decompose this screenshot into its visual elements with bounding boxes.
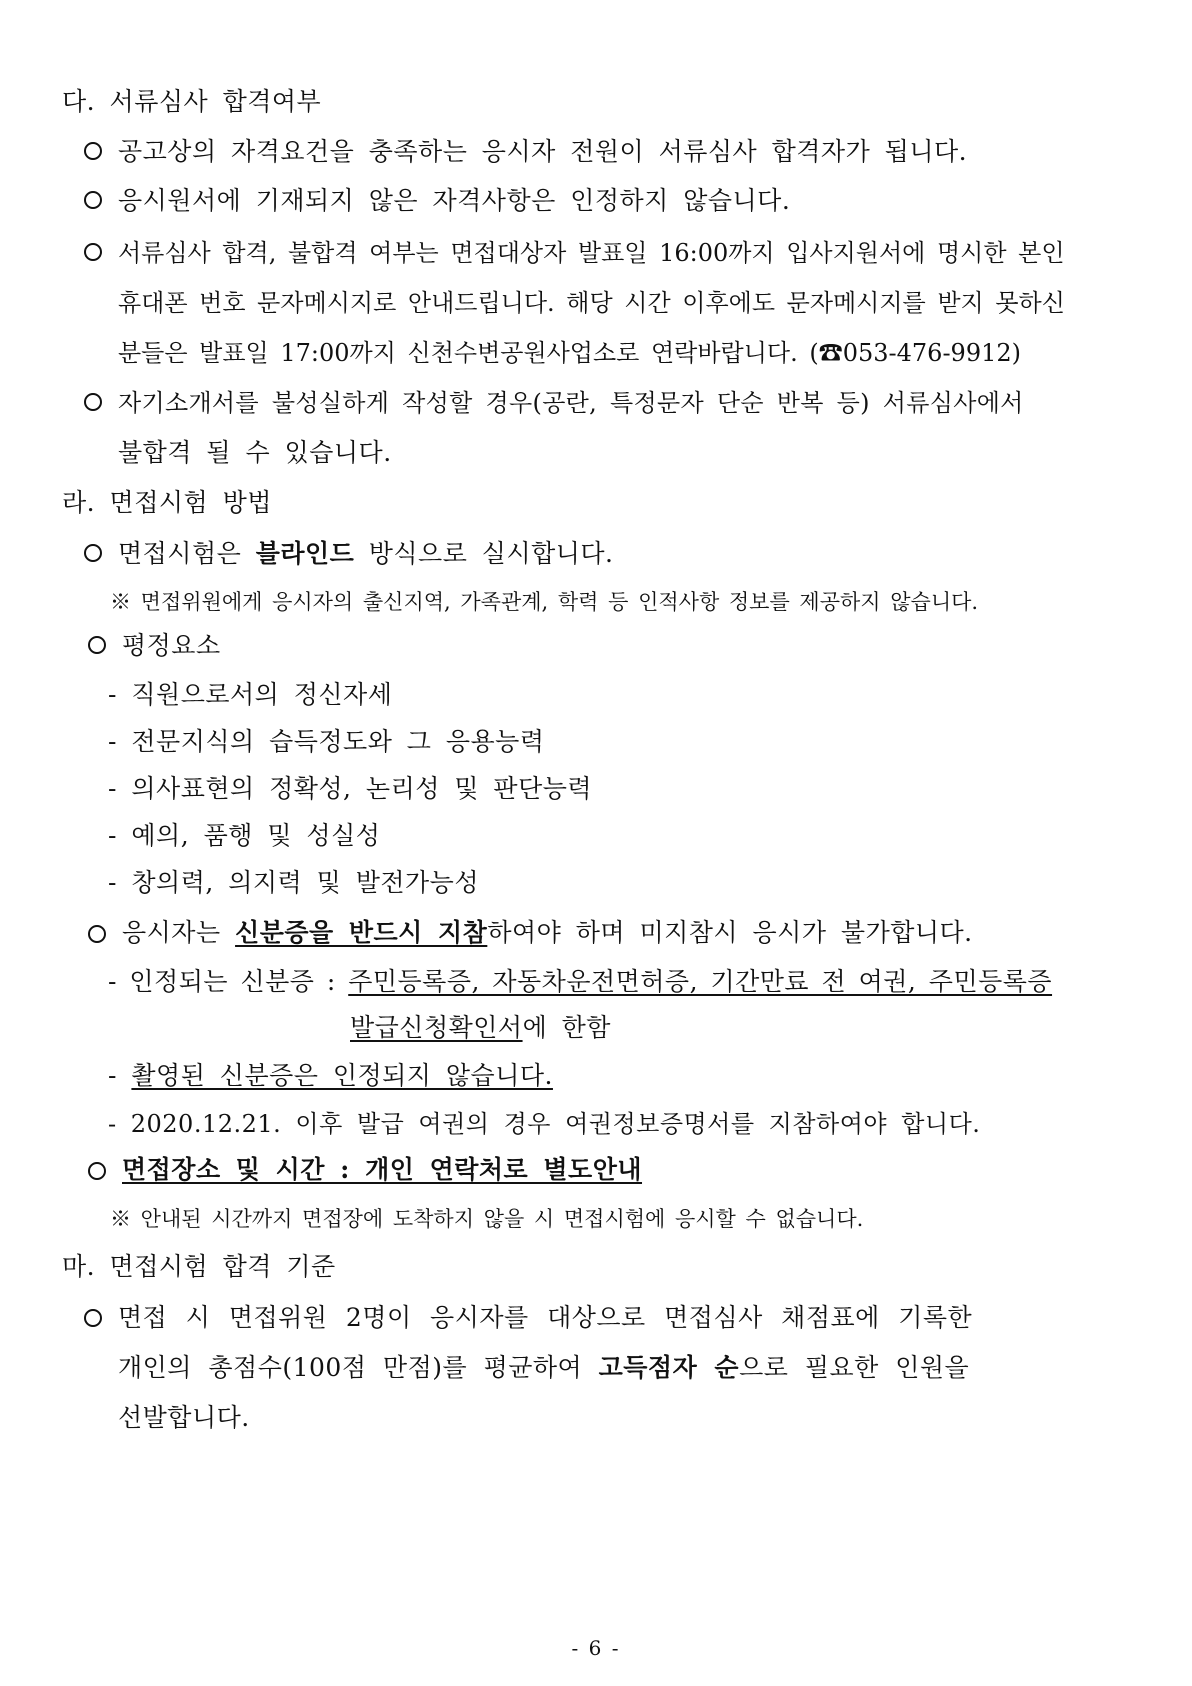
section-heading-ra: 라. 면접시험 방법 xyxy=(62,488,272,517)
paragraph-pass-all: 공고상의 자격요건을 충족하는 응시자 전원이 서류심사 합격자가 됩니다. xyxy=(118,137,968,166)
id-valid-list-1: - 인정되는 신분증 : 주민등록증, 자동차운전면허증, 기간만료 전 여권, 주민등록증 xyxy=(108,967,1053,996)
bullet-circle xyxy=(84,191,102,209)
criteria-item: - 직원으로서의 정신자세 xyxy=(108,680,393,709)
id-valid-list-2: 발급신청확인서에 한함 xyxy=(350,1013,611,1042)
bullet-circle xyxy=(84,142,102,160)
bullet-circle xyxy=(84,243,102,261)
high-score-emphasis: 고득점자 순 xyxy=(598,1353,740,1382)
bullet-circle xyxy=(88,1162,106,1180)
paragraph-result-notice-1: 서류심사 합격, 불합격 여부는 면접대상자 발표일 16:00까지 입사지원서에 명시한 본인 xyxy=(118,239,1065,267)
blind-emphasis: 블라인드 xyxy=(255,539,355,568)
id-passport-note: - 2020.12.21. 이후 발급 여권의 경우 여권정보증명서를 지참하여야 합니다. xyxy=(108,1110,981,1138)
bullet-circle xyxy=(88,636,106,654)
id-photo-note: - 촬영된 신분증은 인정되지 않습니다. xyxy=(108,1061,553,1090)
criteria-title: 평정요소 xyxy=(122,631,221,660)
paragraph-result-notice-3: 분들은 발표일 17:00까지 신천수변공원사업소로 연락바랍니다. (☎053-476-9912) xyxy=(118,339,1021,367)
paragraph-self-intro-1: 자기소개서를 불성실하게 작성할 경우(공란, 특정문자 단순 반복 등) 서류심사에서 xyxy=(118,389,1024,417)
paragraph-pass-criteria-3: 선발합니다. xyxy=(118,1403,250,1432)
note-arrival: ※ 안내된 시간까지 면접장에 도착하지 않을 시 면접시험에 응시할 수 없습니다. xyxy=(110,1207,864,1231)
id-required-emphasis: 신분증을 반드시 지참 xyxy=(235,918,488,947)
bullet-circle xyxy=(84,393,102,411)
paragraph-result-notice-2: 휴대폰 번호 문자메시지로 안내드립니다. 해당 시간 이후에도 문자메시지를 받지 못하신 xyxy=(118,289,1065,317)
bullet-circle xyxy=(84,544,102,562)
criteria-item: - 의사표현의 정확성, 논리성 및 판단능력 xyxy=(108,774,593,803)
criteria-item: - 예의, 품행 및 성실성 xyxy=(108,821,381,850)
criteria-item: - 창의력, 의지력 및 발전가능성 xyxy=(108,868,479,897)
section-heading-da: 다. 서류심사 합격여부 xyxy=(62,87,322,116)
bullet-circle xyxy=(88,925,106,943)
id-photo-underlined: 촬영된 신분증은 인정되지 않습니다. xyxy=(131,1061,553,1090)
place-time-emphasis: 면접장소 및 시간 : 개인 연락처로 별도안내 xyxy=(122,1155,643,1184)
note-blind: ※ 면접위원에게 응시자의 출신지역, 가족관계, 학력 등 인적사항 정보를 제공하지 않습니다. xyxy=(110,590,979,614)
paragraph-pass-criteria-2: 개인의 총점수(100점 만점)를 평균하여 고득점자 순으로 필요한 인원을 xyxy=(118,1353,970,1382)
criteria-item: - 전문지식의 습득정도와 그 응용능력 xyxy=(108,727,545,756)
bullet-circle xyxy=(84,1309,102,1327)
paragraph-self-intro-2: 불합격 될 수 있습니다. xyxy=(118,438,392,467)
section-heading-ma: 마. 면접시험 합격 기준 xyxy=(62,1252,336,1281)
id-valid-list: 주민등록증, 자동차운전면허증, 기간만료 전 여권, 주민등록증 xyxy=(348,967,1053,996)
page-number: - 6 - xyxy=(571,1636,621,1660)
paragraph-place-time xyxy=(122,1150,642,1186)
paragraph-blind: 면접시험은 블라인드 방식으로 실시합니다. xyxy=(118,539,614,568)
paragraph-id-required: 응시자는 신분증을 반드시 지참하여야 하며 미지참시 응시가 불가합니다. xyxy=(122,918,973,947)
paragraph-pass-criteria-1: 면접 시 면접위원 2명이 응시자를 대상으로 면접심사 채점표에 기록한 xyxy=(118,1303,973,1332)
paragraph-not-recognized: 응시원서에 기재되지 않은 자격사항은 인정하지 않습니다. xyxy=(118,186,791,215)
